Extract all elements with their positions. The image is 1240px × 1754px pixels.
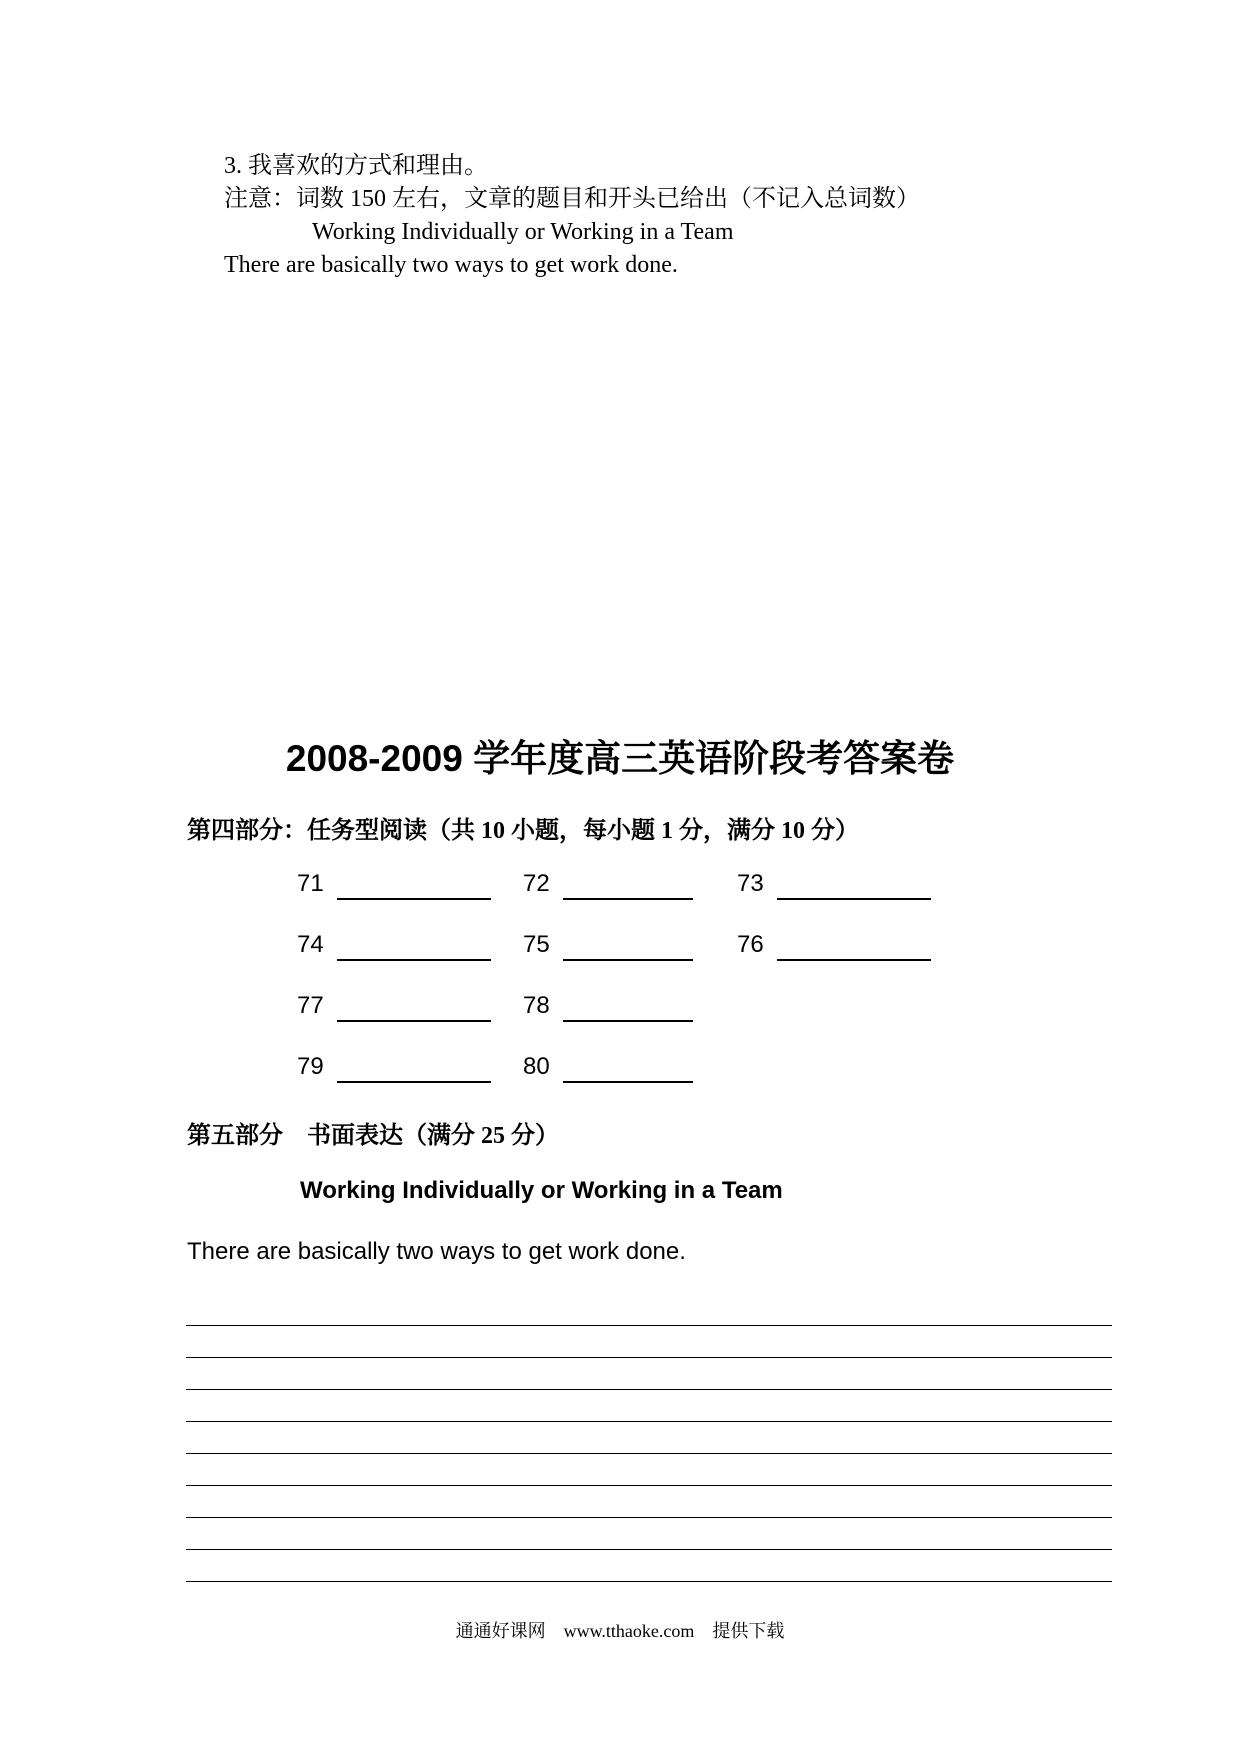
part5-heading: 第五部分 书面表达（满分 25 分）	[187, 1123, 559, 1149]
answer-blank[interactable]	[563, 1020, 693, 1022]
answer-blank[interactable]	[337, 959, 491, 961]
answer-sheet-title: 2008-2009 学年度高三英语阶段考答案卷	[285, 738, 955, 779]
answer-blank[interactable]	[563, 898, 693, 900]
task-essay-opening: There are basically two ways to get work done.	[224, 252, 678, 278]
answer-number: 71	[297, 870, 324, 897]
answer-blank[interactable]	[563, 959, 693, 961]
answer-number: 80	[523, 1053, 550, 1080]
word-count-note: 注意：词数 150 左右，文章的题目和开头已给出（不记入总词数）	[224, 186, 920, 212]
writing-task-instructions	[224, 150, 920, 282]
answer-blank[interactable]	[777, 959, 931, 961]
answer-number: 78	[523, 992, 550, 1019]
answer-number: 75	[523, 931, 550, 958]
part4-heading: 第四部分：任务型阅读（共 10 小题，每小题 1 分，满分 10 分）	[187, 818, 859, 844]
writing-line[interactable]	[186, 1453, 1112, 1454]
answer-number: 77	[297, 992, 324, 1019]
writing-line[interactable]	[186, 1549, 1112, 1550]
answer-number: 72	[523, 870, 550, 897]
task-essay-title: Working Individually or Working in a Team	[312, 219, 734, 245]
answer-blank[interactable]	[563, 1081, 693, 1083]
answer-blank[interactable]	[337, 1020, 491, 1022]
writing-line[interactable]	[186, 1421, 1112, 1422]
writing-line[interactable]	[186, 1517, 1112, 1518]
writing-line[interactable]	[186, 1485, 1112, 1486]
writing-line[interactable]	[186, 1389, 1112, 1390]
writing-line[interactable]	[186, 1581, 1112, 1582]
answer-blank[interactable]	[337, 898, 491, 900]
answer-number: 74	[297, 931, 324, 958]
essay-opening: There are basically two ways to get work done.	[187, 1238, 686, 1265]
answer-number: 76	[737, 931, 764, 958]
writing-line[interactable]	[186, 1357, 1112, 1358]
answer-blank[interactable]	[777, 898, 931, 900]
answer-number: 79	[297, 1053, 324, 1080]
task-item-3: 3. 我喜欢的方式和理由。	[224, 153, 488, 179]
essay-title: Working Individually or Working in a Team	[300, 1177, 783, 1204]
answer-blank[interactable]	[337, 1081, 491, 1083]
answer-number: 73	[737, 870, 764, 897]
footer-source: 通通好课网 www.tthaoke.com 提供下载	[455, 1621, 785, 1641]
writing-line[interactable]	[186, 1325, 1112, 1326]
